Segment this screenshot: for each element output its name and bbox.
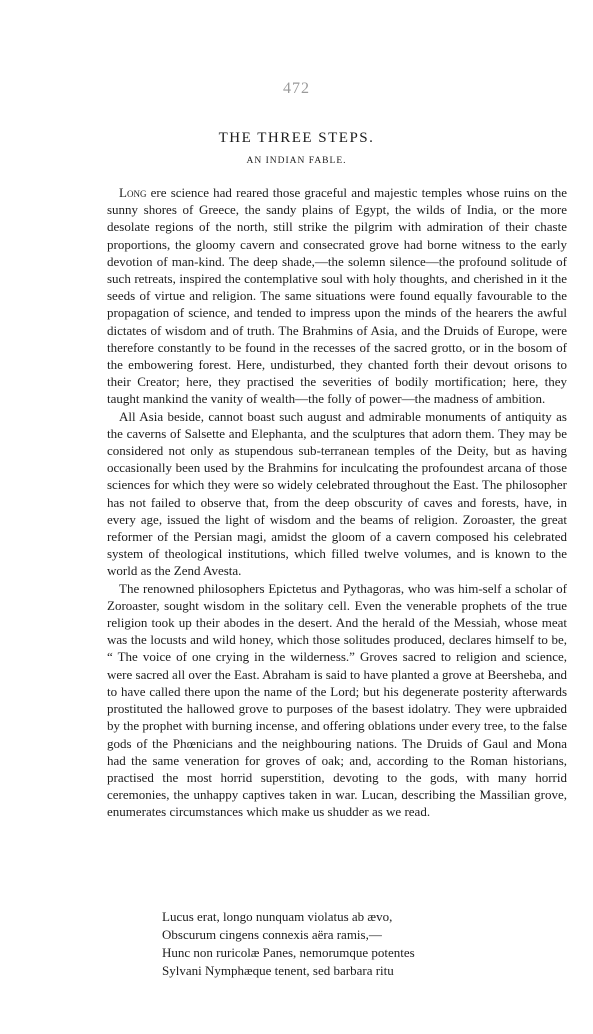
- verse-line: Hunc non ruricolæ Panes, nemorumque potentes: [162, 945, 415, 960]
- article-subtitle: AN INDIAN FABLE.: [246, 156, 347, 166]
- paragraph-text: ere science had reared those graceful and majestic temples whose ruins on the sunny shores of Greece, the sandy plains of Egypt, the wilds of India, or the more desolate regions of the north, still strike the pilgrim with admiration of their chaste proportions, the gloomy cavern and consecrated grove had borne witness to the early devotion of man-kind. The deep shade,—the solemn silence—the profound solitude of such retreats, inspired the contemplative soul with holy thoughts, and cherished in it the seeds of virtue and religion. The same situations were found equally favourable to the propagation of science, and tended to impress upon the minds of the hearers the awful dictates of wisdom and of truth. The Brahmins of Asia, and the Druids of Europe, were therefore constantly to be found in the recesses of the sacred grotto, or in the bosom of the embowering forest. Here, undisturbed, they chanted forth their devout orisons to their Creator; here, they practised the severities of bodily mortification; here, they taught mankind the vanity of wealth—the folly of power—the madness of ambition.: [107, 185, 567, 407]
- latin-verse: [162, 908, 562, 980]
- paragraph-text: The renowned philosophers Epictetus and Pythagoras, who was him-self a scholar of Zoroaster, sought wisdom in the solitary cell. Even the venerable prophets of the true religion took up their abodes in the desert. And the herald of the Messiah, whose meat was the locusts and wild honey, which those solitudes produced, declares himself to be, “ The voice of one crying in the wilderness.” Groves sacred to religion and science, were sacred all over the East. Abraham is said to have planted a grove at Beersheba, and to have called there upon the name of the Lord; but his degenerate posterity afterwards prostituted the hallowed grove to purposes of the basest idolatry. They were upbraided by the prophet with burning incense, and offering oblations under every tree, to the false gods of the Phœnicians and the neighbouring nations. The Druids of Gaul and Mona had the same veneration for groves of oak; and, according to the Roman historians, practised the most horrid superstition, devoting to the gods, with many horrid ceremonies, the unhappy captives taken in war. Lucan, describing the Massilian grove, enumerates circumstances which make us shudder as we read.: [107, 580, 567, 820]
- page-number: 472: [283, 80, 310, 97]
- paragraph-text: All Asia beside, cannot boast such august and admirable monuments of antiquity as the caverns of Salsette and Elephanta, and the sculptures that adorn them. They may be considered not only as stupendous sub-terranean temples of the Deity, but as having occasionally been used by the Brahmins for inculcating the profoundest arcana of those sciences for which they were so widely celebrated throughout the East. The philosopher has not failed to observe that, from the deep obscurity of caves and forests, have, in every age, issued the light of wisdom and the beams of religion. Zoroaster, the great reformer of the Persian magi, amidst the gloom of a cavern composed his celebrated system of theological institutions, which filled twelve volumes, and is known to the world as the Zend Avesta.: [107, 408, 567, 579]
- verse-line: Lucus erat, longo nunquam violatus ab ævo,: [162, 909, 393, 924]
- verse-line: Sylvani Nymphæque tenent, sed barbara ritu: [162, 963, 394, 978]
- paragraph-lead-word: Long: [119, 185, 147, 200]
- paragraph: [107, 408, 567, 580]
- paragraph: [107, 580, 567, 821]
- article-body: [107, 184, 567, 821]
- verse-line: Obscurum cingens connexis aëra ramis,—: [162, 927, 382, 942]
- paragraph: [107, 184, 567, 408]
- article-title: THE THREE STEPS.: [218, 130, 375, 146]
